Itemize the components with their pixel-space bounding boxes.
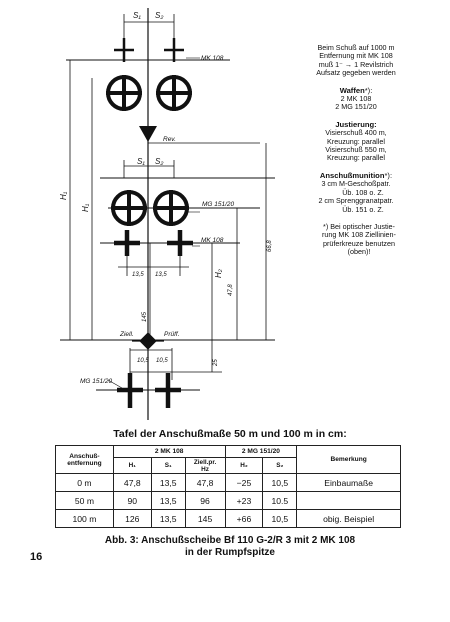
cell-remark: [297, 492, 401, 510]
cell-s2: 10,5: [263, 510, 297, 528]
notes-waffen: [292, 87, 420, 112]
label-s2-top: S₂: [155, 11, 164, 20]
notes-munition: [292, 172, 420, 214]
note-line: 2 MK 108: [340, 94, 372, 104]
footnote-line: *) Bei optischer Justie-: [323, 221, 395, 231]
note-line: Visierschuß 400 m,: [325, 128, 387, 138]
table-row: [56, 510, 401, 528]
label-h1-short: H₁: [81, 203, 90, 212]
footnote-line: rung MK 108 Ziellinien-: [322, 230, 396, 240]
munition-heading: Anschußmunition*):: [319, 170, 393, 180]
cell-h1: 90: [113, 492, 151, 510]
footnote-line: prüferkreuze benutzen: [323, 238, 395, 248]
header-h1: H₁: [113, 458, 151, 474]
caption-line-2: in der Rumpfspitze: [184, 547, 275, 558]
label-h1-long: H₁: [59, 191, 68, 200]
note-line: muß 1⁻ → 1 Revilstrich: [318, 59, 394, 69]
label-66-8: 66,8: [267, 240, 273, 252]
cell-ziell: 47,8: [185, 474, 225, 492]
caption-line-1: Abb. 3: Anschußscheibe Bf 110 G-2/R 3 mit 2 MK 108: [104, 535, 356, 546]
cell-s1: 13,5: [151, 492, 185, 510]
header-s2: S₂: [263, 458, 297, 474]
label-mg151-mid: MG 151/20: [202, 201, 235, 208]
label-s1-mid: S₁: [137, 157, 145, 166]
notes-footnote: [292, 223, 420, 257]
cell-remark: obig. Beispiel: [297, 510, 401, 528]
note-line: Kreuzung: parallel: [327, 136, 385, 146]
header-range: Anschuß- entfernung: [56, 446, 114, 474]
label-10-5-right: 10,5: [156, 358, 168, 364]
header-mk108: 2 MK 108: [113, 446, 225, 458]
label-13-5-left: 13,5: [132, 272, 144, 278]
label-mk108-top: MK 108: [201, 55, 224, 62]
cell-range: 50 m: [56, 492, 114, 510]
label-mg151-bottom: MG 151/20: [80, 378, 113, 385]
cell-h2: −25: [225, 474, 263, 492]
note-line: Visierschuß 550 m,: [325, 145, 387, 155]
label-pruff: Prüff.: [164, 331, 180, 338]
header-s1: S₁: [151, 458, 185, 474]
label-s2-mid: S₂: [155, 157, 164, 166]
measurement-table: [55, 445, 401, 528]
note-line: Aufsatz gegeben werden: [316, 68, 396, 78]
header-h2: H₂: [225, 458, 263, 474]
notes-justierung: [292, 121, 420, 163]
cell-range: 0 m: [56, 474, 114, 492]
cell-remark: Einbaumaße: [297, 474, 401, 492]
label-h2: H₂: [214, 269, 223, 278]
note-line: Entfernung mit MK 108: [319, 51, 393, 61]
label-10-5-left: 10,5: [137, 358, 149, 364]
table-title: Tafel der Anschußmaße 50 m und 100 m in cm:: [113, 428, 347, 440]
note-line: Üb. 108 o. Z.: [342, 187, 384, 197]
footnote-line: (oben)!: [347, 247, 371, 257]
label-s1-top: S₁: [133, 11, 141, 20]
note-line: Üb. 151 o. Z.: [342, 204, 384, 214]
cell-ziell: 145: [185, 510, 225, 528]
label-ziell: Ziell.: [120, 331, 134, 338]
label-13-5-right: 13,5: [155, 272, 167, 278]
header-ziell: Ziell.pr. Hz: [185, 458, 225, 474]
table-row: [56, 474, 401, 492]
cell-h1: 126: [113, 510, 151, 528]
diagram-notes: [292, 44, 420, 266]
table-row: [56, 492, 401, 510]
label-47-8: 47,8: [228, 284, 234, 296]
cell-h2: +23: [225, 492, 263, 510]
waffen-heading: Waffen*):: [339, 85, 373, 95]
label-rev: Rev.: [163, 136, 176, 143]
note-line: 2 cm Sprenggranatpatr.: [318, 196, 394, 206]
label-mk108-mid: MK 108: [201, 237, 224, 244]
cell-s2: 10,5: [263, 474, 297, 492]
note-line: 2 MG 151/20: [335, 102, 377, 112]
page-number: 16: [30, 551, 43, 563]
cell-h2: +66: [225, 510, 263, 528]
note-line: Kreuzung: parallel: [327, 153, 385, 163]
label-25: 25: [213, 359, 219, 366]
label-145: 145: [142, 311, 148, 322]
cell-s1: 13,5: [151, 510, 185, 528]
note-line: Beim Schuß auf 1000 m: [317, 43, 395, 52]
cell-ziell: 96: [185, 492, 225, 510]
figure-caption: [60, 535, 400, 559]
cell-h1: 47,8: [113, 474, 151, 492]
justierung-heading: Justierung:: [335, 119, 377, 129]
cell-s2: 10.5: [263, 492, 297, 510]
cell-s1: 13,5: [151, 474, 185, 492]
header-remark: Bemerkung: [297, 446, 401, 474]
note-line: 3 cm M-Geschoßpatr.: [321, 179, 391, 189]
notes-intro: [292, 44, 420, 78]
header-mg151: 2 MG 151/20: [225, 446, 297, 458]
cell-range: 100 m: [56, 510, 114, 528]
